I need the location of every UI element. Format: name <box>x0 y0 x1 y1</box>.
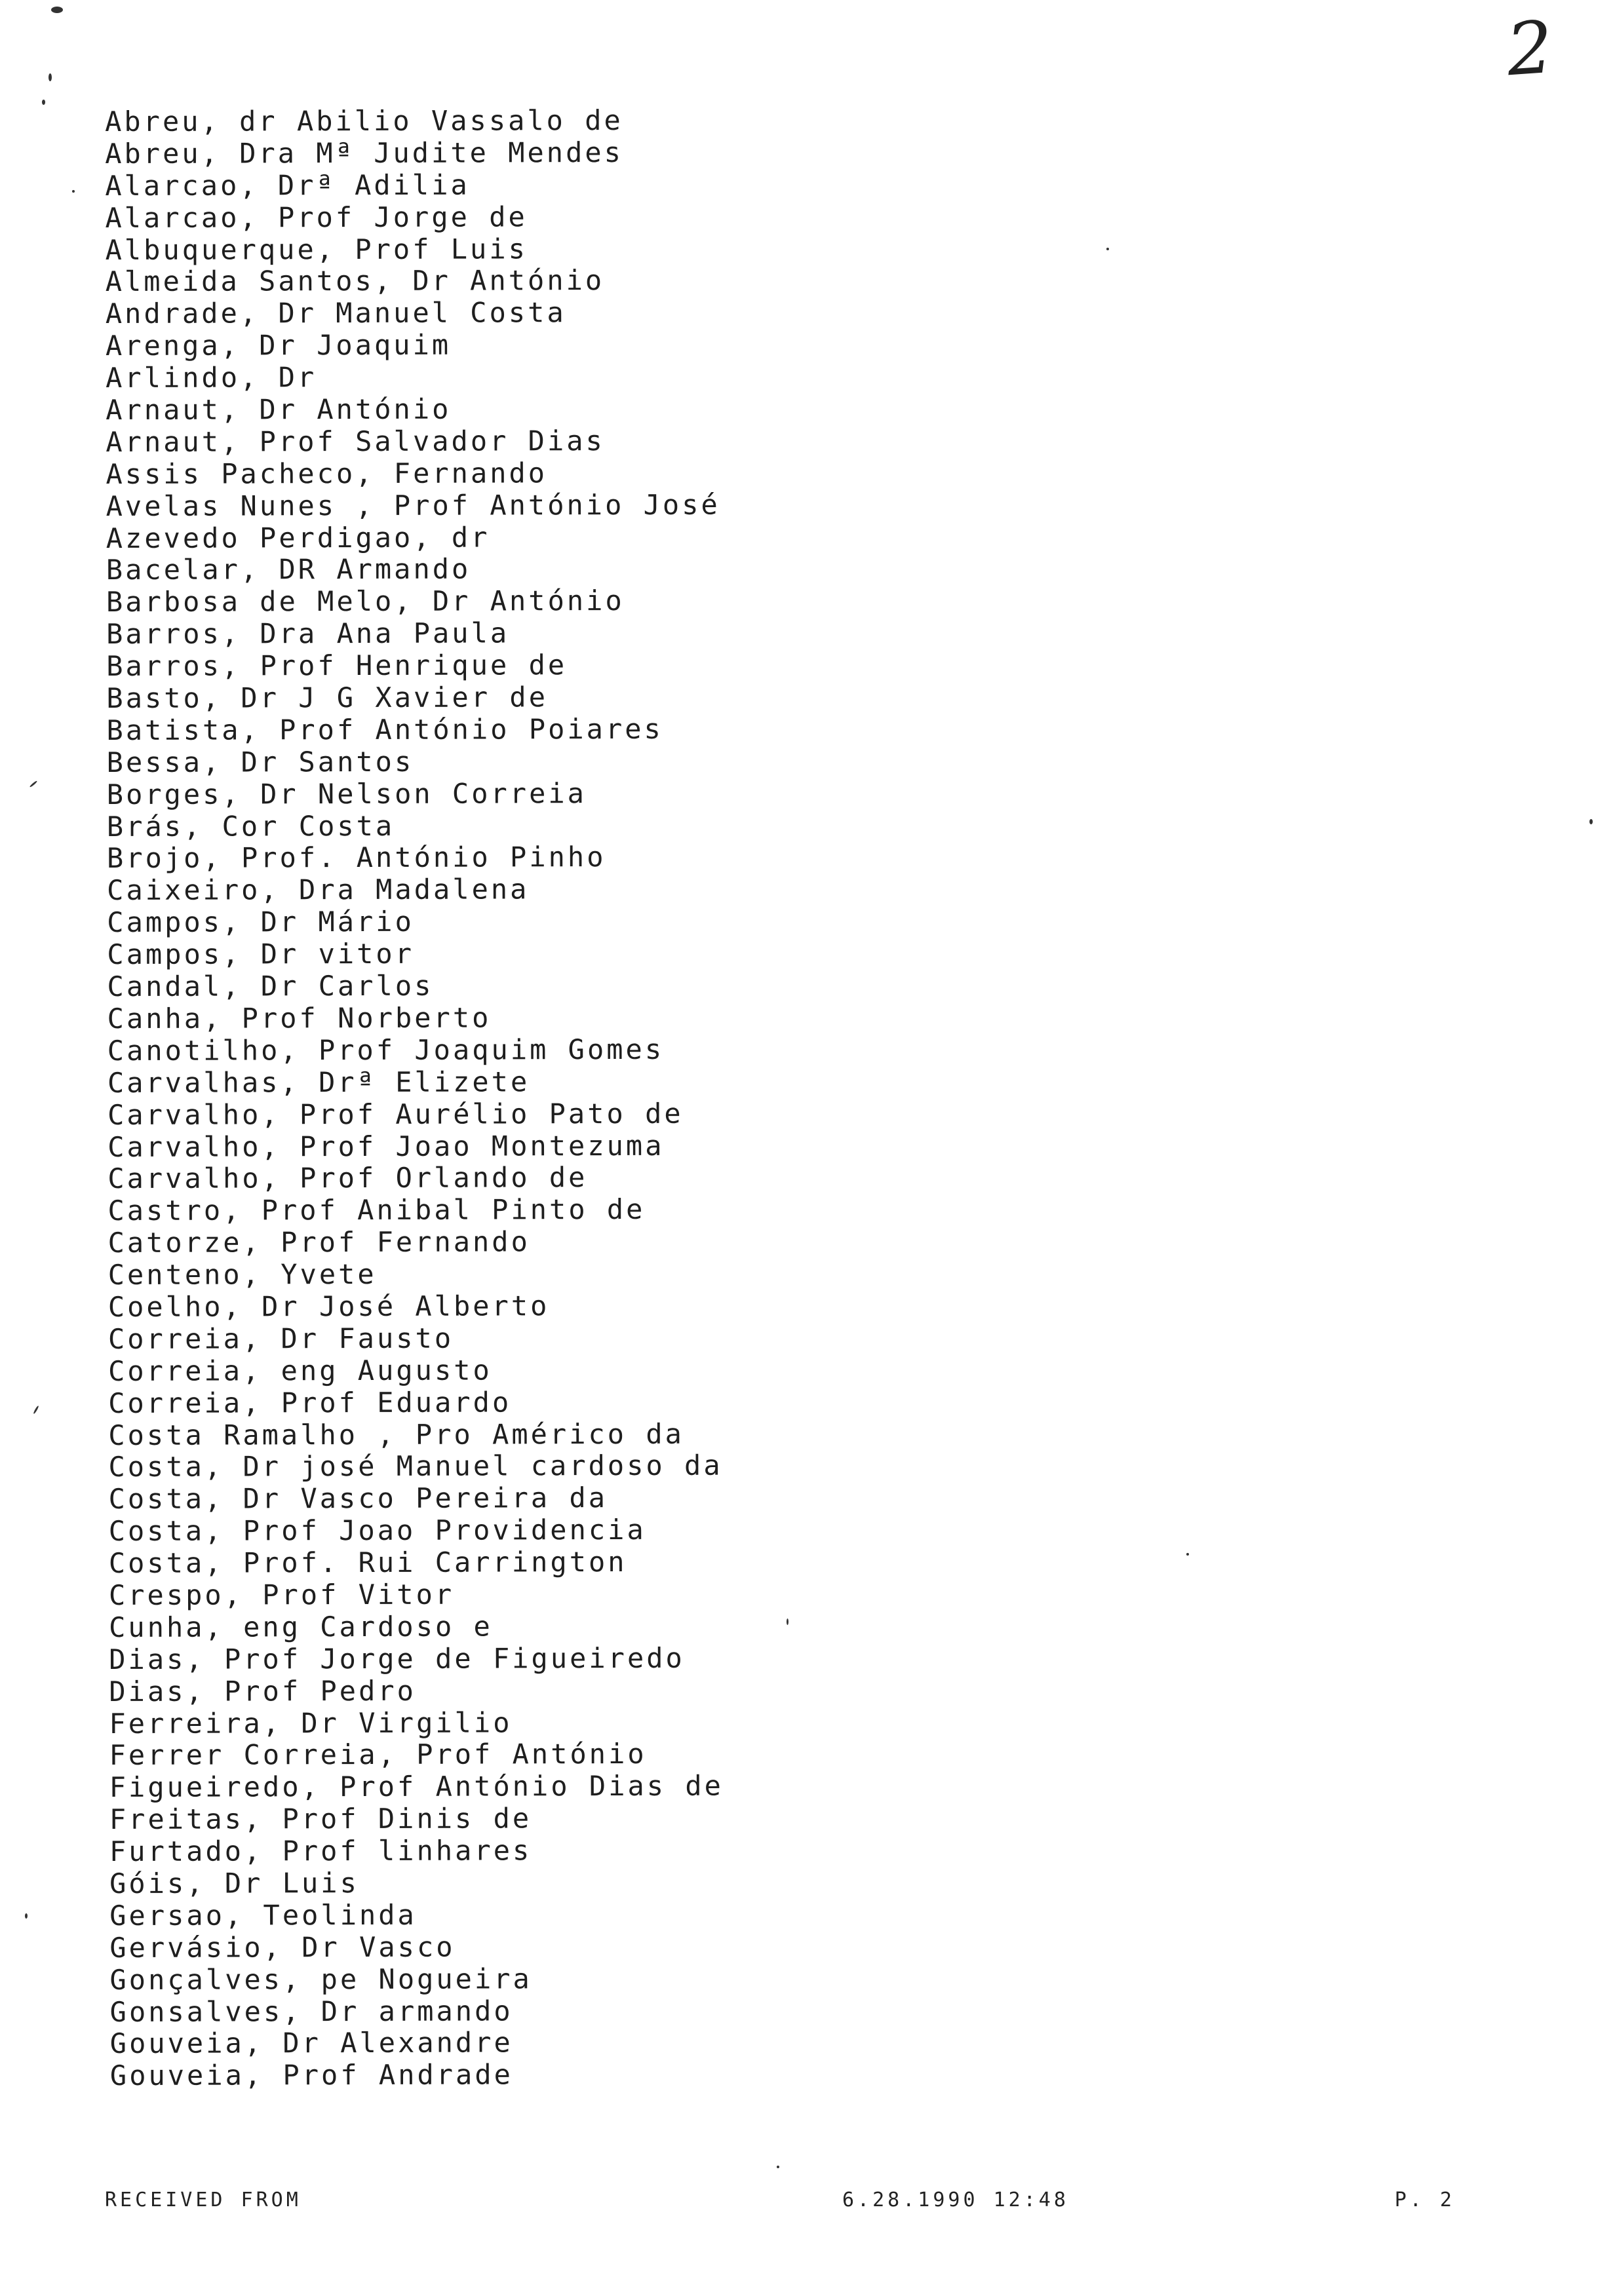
name-entry: Assis Pacheco, Fernando <box>106 457 548 490</box>
name-entry: Abreu, Dra Mª Judite Mendes <box>105 136 623 170</box>
name-entry: Carvalhas, Drª Elizete <box>107 1065 530 1099</box>
name-entry: Andrade, Dr Manuel Costa <box>105 296 566 330</box>
name-entry: Borges, Dr Nelson Correia <box>106 776 587 811</box>
fax-header-footer <box>105 2189 1455 2217</box>
name-entry: Canha, Prof Norberto <box>107 1001 492 1035</box>
name-entry: Arlindo, Dr <box>106 361 317 394</box>
name-entry: Ferreira, Dr Virgilio <box>109 1706 513 1740</box>
received-from-label: RECEIVED FROM <box>105 2189 302 2211</box>
name-entry: Bessa, Dr Santos <box>106 745 414 778</box>
name-entry: Campos, Dr Mário <box>107 906 414 939</box>
name-entry: Carvalho, Prof Aurélio Pato de <box>107 1097 684 1131</box>
scan-speck <box>1106 248 1109 250</box>
handwritten-page-number: 2 <box>1504 5 1556 92</box>
name-entry: Gouveia, Dr Alexandre <box>109 2026 513 2060</box>
name-entry: Caixeiro, Dra Madalena <box>107 873 530 907</box>
scan-speck <box>51 7 63 13</box>
name-entry: Freitas, Prof Dinis de <box>109 1802 532 1836</box>
name-entry: Abreu, dr Abilio Vassalo de <box>104 104 623 138</box>
name-entry: Ferrer Correia, Prof António <box>109 1738 647 1772</box>
name-entry: Dias, Prof Jorge de Figueiredo <box>109 1641 685 1675</box>
name-entry: Azevedo Perdigao, dr <box>106 521 490 554</box>
name-entry: Gersao, Teolinda <box>109 1898 417 1932</box>
name-entry: Catorze, Prof Fernando <box>107 1225 530 1259</box>
scan-speck <box>29 780 38 788</box>
name-entry: Almeida Santos, Dr António <box>105 264 605 298</box>
name-entry: Barros, Prof Henrique de <box>106 649 568 683</box>
scan-speck <box>25 1913 28 1919</box>
fax-datetime: 6.28.1990 12:48 <box>842 2189 1069 2211</box>
fax-page-ref: P. 2 <box>1394 2189 1455 2211</box>
name-entry: Costa, Prof Joao Providencia <box>108 1514 646 1548</box>
name-entry: Costa, Dr Vasco Pereira da <box>108 1482 608 1516</box>
name-entry: Coelho, Dr José Alberto <box>107 1290 550 1323</box>
name-entry: Gervásio, Dr Vasco <box>109 1930 456 1964</box>
scan-speck <box>42 100 45 105</box>
name-entry: Brás, Cor Costa <box>106 809 395 843</box>
name-entry: Barros, Dra Ana Paula <box>106 617 510 651</box>
name-entry: Alarcao, Prof Jorge de <box>105 200 528 234</box>
name-entry: Gouveia, Prof Andrade <box>109 2058 513 2092</box>
name-entry: Costa, Prof. Rui Carrington <box>108 1546 627 1580</box>
name-entry: Carvalho, Prof Joao Montezuma <box>107 1129 665 1163</box>
name-entry: Albuquerque, Prof Luis <box>105 232 528 266</box>
name-entry: Correia, eng Augusto <box>107 1354 492 1387</box>
name-entry: Figueiredo, Prof António Dias de <box>109 1769 724 1804</box>
name-entry: Gonsalves, Dr armando <box>109 1994 513 2028</box>
name-entry: Arenga, Dr Joaquim <box>105 328 452 362</box>
scan-speck <box>72 190 75 193</box>
name-entry: Góis, Dr Luis <box>109 1866 359 1900</box>
name-entry: Avelas Nunes , Prof António José <box>106 488 720 522</box>
name-entry: Dias, Prof Pedro <box>109 1674 416 1708</box>
name-entry: Centeno, Yvete <box>107 1257 377 1292</box>
name-entry: Correia, Prof Eduardo <box>108 1386 512 1419</box>
name-entry: Costa Ramalho , Pro Américo da <box>108 1417 684 1451</box>
name-entry: Barbosa de Melo, Dr António <box>106 584 625 619</box>
name-entry: Costa, Dr josé Manuel cardoso da <box>108 1449 723 1483</box>
scan-speck <box>33 1406 39 1415</box>
name-entry: Canotilho, Prof Joaquim Gomes <box>107 1033 665 1067</box>
name-entry: Batista, Prof António Poiares <box>106 712 663 746</box>
name-entry: Brojo, Prof. António Pinho <box>106 841 606 875</box>
name-entry: Arnaut, Dr António <box>106 392 452 427</box>
name-entry: Carvalho, Prof Orlando de <box>107 1161 588 1195</box>
name-entry: Crespo, Prof Vitor <box>108 1578 455 1611</box>
name-entry: Furtado, Prof linhares <box>109 1834 532 1868</box>
scan-speck <box>1589 819 1593 824</box>
name-entry: Correia, Dr Fausto <box>107 1322 454 1355</box>
name-entry: Arnaut, Prof Salvador Dias <box>106 424 605 458</box>
name-list <box>105 105 724 2093</box>
name-entry: Alarcao, Drª Adilia <box>105 168 470 202</box>
name-entry: Cunha, eng Cardoso e <box>109 1610 493 1643</box>
name-entry: Castro, Prof Anibal Pinto de <box>107 1193 646 1227</box>
scan-speck <box>777 2166 779 2168</box>
name-entry: Bacelar, DR Armando <box>106 553 471 586</box>
name-entry: Campos, Dr vitor <box>107 937 415 971</box>
scan-speck <box>1186 1553 1189 1556</box>
name-entry: Basto, Dr J G Xavier de <box>106 681 549 715</box>
scan-speck <box>787 1618 788 1625</box>
scan-speck <box>49 73 52 81</box>
name-entry: Gonçalves, pe Nogueira <box>109 1962 532 1996</box>
name-entry: Candal, Dr Carlos <box>107 969 434 1003</box>
